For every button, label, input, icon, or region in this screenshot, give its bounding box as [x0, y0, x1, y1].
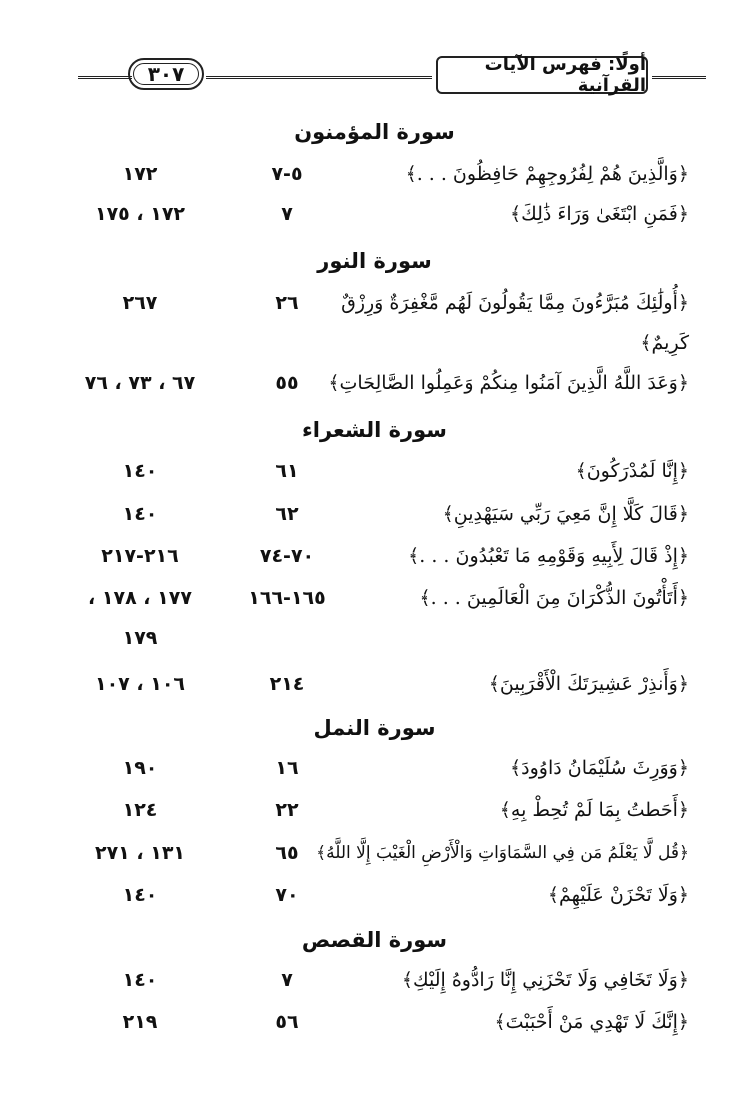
ayah-number: ٧٠	[275, 884, 299, 906]
page-refs: ١٤٠	[122, 460, 158, 482]
ayah-number: ٧	[281, 203, 293, 225]
ayah-number: ٧٠-٧٤	[259, 545, 315, 567]
page-refs: ١٣١ ، ٢٧١	[94, 842, 186, 864]
page-number: ٣٠٧	[128, 58, 204, 90]
index-entry	[0, 1011, 749, 1047]
verse-text: ﴿أَتَأْتُونَ الذُّكْرَانَ مِنَ الْعَالَمِينَ . . .﴾	[419, 587, 689, 609]
ayah-number: ٢٢	[275, 799, 299, 821]
surah-title: سورة النور	[317, 249, 432, 273]
page-refs: ١٠٦ ، ١٠٧	[94, 673, 186, 695]
verse-text: ﴿قَالَ كَلَّا إِنَّ مَعِيَ رَبِّي سَيَهْدِينِ﴾	[442, 503, 689, 525]
ayah-number: ١٦	[275, 757, 299, 779]
page-header	[0, 52, 749, 98]
verse-text: ﴿وَلَا تَحْزَنْ عَلَيْهِمْ﴾	[547, 884, 689, 906]
verse-text: ﴿وَأَنذِرْ عَشِيرَتَكَ الْأَقْرَبِينَ﴾	[488, 673, 689, 695]
verse-text-continuation: كَرِيمٌ﴾	[640, 332, 689, 354]
ayah-number: ٥٥	[275, 372, 299, 394]
verse-text: ﴿إِذْ قَالَ لِأَبِيهِ وَقَوْمِهِ مَا تَعْبُدُونَ . . .﴾	[408, 545, 689, 567]
surah-title: سورة القصص	[301, 928, 448, 952]
ayah-number: ٢١٤	[269, 673, 305, 695]
index-entry	[0, 757, 749, 793]
index-entry	[0, 969, 749, 1005]
verse-text: ﴿إِنَّكَ لَا تَهْدِي مَنْ أَحْبَبْتَ﴾	[494, 1011, 689, 1033]
page-refs-continuation: ١٧٩	[122, 627, 158, 649]
verse-text: ﴿وَعَدَ اللَّهُ الَّذِينَ آمَنُوا مِنكُمْ وَعَمِلُوا الصَّالِحَاتِ﴾	[328, 372, 689, 394]
page-refs: ٢١٦-٢١٧	[101, 545, 179, 567]
verse-text: ﴿أَحَطتُ بِمَا لَمْ تُحِطْ بِهِ﴾	[499, 799, 689, 821]
page-refs: ٢٦٧	[122, 292, 158, 314]
index-entry	[0, 163, 749, 199]
page-refs: ١٤٠	[122, 884, 158, 906]
header-rule	[652, 76, 706, 79]
index-entry	[0, 545, 749, 581]
index-entry	[0, 799, 749, 835]
ayah-number: ٦٢	[275, 503, 299, 525]
ayah-number: ٦٥	[275, 842, 299, 864]
page-refs: ١٩٠	[122, 757, 158, 779]
running-title: أولًا: فهرس الآيات القرآنية	[436, 56, 648, 94]
page-refs: ٢١٩	[122, 1011, 158, 1033]
index-entry	[0, 292, 749, 328]
index-entry	[0, 673, 749, 709]
index-entry	[0, 203, 749, 239]
verse-text: ﴿فَمَنِ ابْتَغَىٰ وَرَاءَ ذَٰلِكَ﴾	[509, 203, 689, 225]
index-entry	[0, 842, 749, 878]
verse-text: ﴿وَلَا تَخَافِي وَلَا تَحْزَنِي إِنَّا رَادُّوهُ إِلَيْكِ﴾	[401, 969, 689, 991]
index-entry	[0, 884, 749, 920]
surah-title: سورة الشعراء	[302, 418, 447, 442]
verse-text: ﴿قُل لَّا يَعْلَمُ مَن فِي السَّمَاوَاتِ وَالْأَرْضِ الْغَيْبَ إِلَّا اللَّهُ﴾	[316, 843, 689, 863]
header-rule	[206, 76, 432, 79]
page-refs: ١٧٢ ، ١٧٥	[94, 203, 186, 225]
surah-title: سورة النمل	[313, 716, 436, 740]
index-entry	[0, 503, 749, 539]
ayah-number: ٧	[281, 969, 293, 991]
ayah-number: ٦١	[275, 460, 299, 482]
page-refs: ١٢٤	[122, 799, 158, 821]
ayah-number: ٢٦	[275, 292, 299, 314]
ayah-number: ١٦٥-١٦٦	[248, 587, 326, 609]
index-entry	[0, 460, 749, 496]
header-rule	[78, 76, 132, 79]
page-refs: ١٧٢	[122, 163, 158, 185]
index-entry-continuation	[0, 332, 749, 368]
ayah-number: ٥٦	[275, 1011, 299, 1033]
surah-title: سورة المؤمنون	[294, 120, 455, 144]
verse-text: ﴿إِنَّا لَمُدْرَكُونَ﴾	[575, 460, 689, 482]
index-entry	[0, 372, 749, 408]
verse-text: ﴿أُولَٰئِكَ مُبَرَّءُونَ مِمَّا يَقُولُونَ لَهُم مَّغْفِرَةٌ وَرِزْقٌ	[341, 292, 689, 314]
page-refs: ١٤٠	[122, 969, 158, 991]
ayah-number: ٥-٧	[271, 163, 303, 185]
page-refs: ١٤٠	[122, 503, 158, 525]
verse-text: ﴿وَوَرِثَ سُلَيْمَانُ دَاوُودَ﴾	[510, 757, 689, 779]
page-refs: ١٧٧ ، ١٧٨ ،	[88, 587, 192, 609]
verse-text: ﴿وَالَّذِينَ هُمْ لِفُرُوجِهِمْ حَافِظُونَ . . .﴾	[405, 163, 689, 185]
page-refs: ٦٧ ، ٧٣ ، ٧٦	[84, 372, 196, 394]
index-entry-continuation	[0, 627, 749, 663]
index-entry	[0, 587, 749, 623]
